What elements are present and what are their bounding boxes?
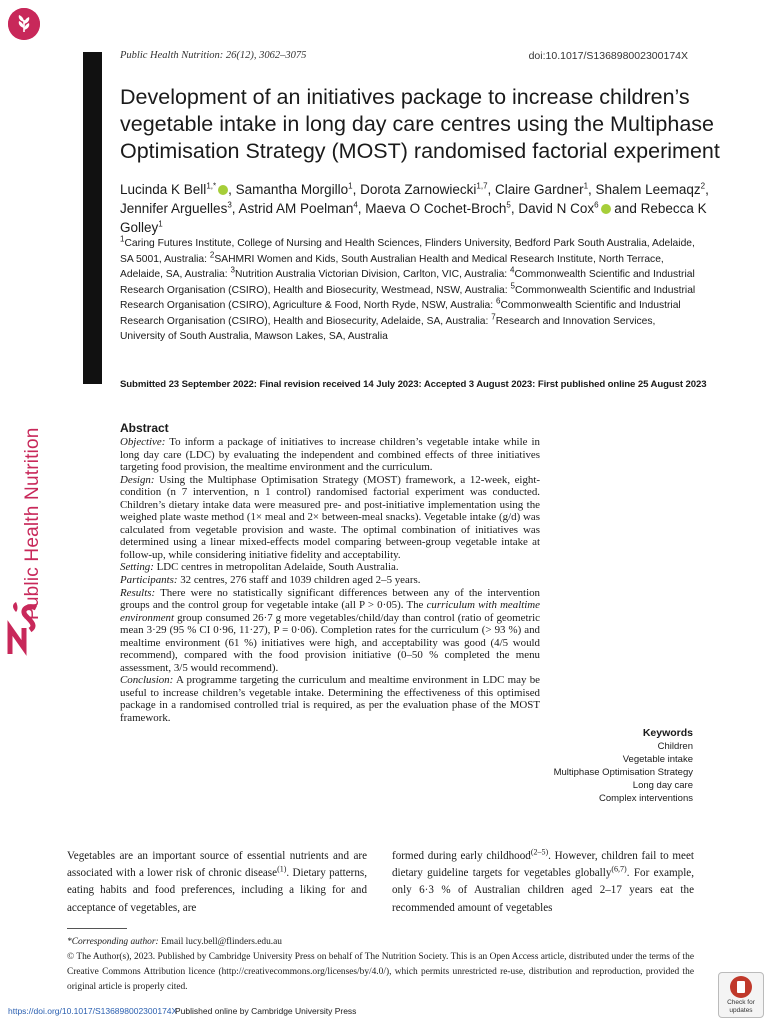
affiliations: $^1$Caring Futures Institute, College of Nursing and Health Sciences, Flinders University, Bedford Park South Australia, Adelaide, SA 5001, Australia: $^2$SAHMRI Women and Kids, South Australian Health and Medical Research Institute, North Terrace, Adelaide, SA, Australia: $^3$Nutrition Australia Victorian Division, Carlton, VIC, Australia: $^4$Commonwealth Scientific and Industrial Research Organisation (CSIRO), Health and Biosecurity, Westmead, NSW, Australia: $^5$Commonwealth Scientific and Industrial Research Organisation (CSIRO), Agriculture & Food, North Ryde, NSW, Australia: $^6$Commonwealth Scientific and Industrial Research Organisation (CSIRO), Health and Biosecurity, Adelaide, SA, Australia: $^7$Research and Innovation Services, University of South Australia, Mawson Lakes, SA, Australia <box>120 234 696 342</box>
keyword-item: Children <box>657 741 693 752</box>
abstract-body: Objective: To inform a package of initiatives to increase children’s vegetable intake while in long day care (LDC) by evaluating the independent and combined effects of three initiatives targeting food provision, the mealtime environment and the curriculum. Design: Using the Multiphase Optimisation Strategy (MOST) framework, a 12-week, eight-condition (n 7 intervention, n 1 control) randomised factorial experiment was conducted. Children’s dietary intake data were measured pre- and post-initiative implementation using the weighed plate waste method (1× meal and 2× between-meal snacks). Vegetable intake (g/d) was calculated from vegetable provision and waste. The optimal combination of initiatives was determined using a linear mixed-effects model comparing between-group vegetable intake at follow-up, while considering initiative fidelity and acceptability. Setting: LDC centres in metropolitan Adelaide, South Australia. Participants: 32 centres, 276 staff and 1039 children aged 2–5 years. Results: There were no statistically significant differences between any of the intervention groups and the control group for vegetable intake (all P > 0·05). The curriculum with mealtime environment group consumed 26·7 g more vegetables/child/day than control (ratio of geometric mean 3·29 (95 % CI 0·96, 11·27), P = 0·06). Completion rates for the curriculum (> 93 %) and mealtime environment (61 %) initiatives were high, and acceptability was good (4/5 would recommend), compared with the food provision initiative (0–50 % completed the menu assessment, 3/5 would recommend). Conclusion: A programme targeting the curriculum and mealtime environment in LDC may be useful to increase children’s vegetable intake. Determining the effectiveness of this optimised package in a randomised controlled trial is required, as per the evaluation phase of the MOST framework. <box>120 436 540 725</box>
submission-dates: Submitted 23 September 2022: Final revision received 14 July 2023: Accepted 3 August 2023: First published online 25 August 2023 <box>120 379 707 390</box>
author-list: Lucinda K Bell$^{1,*}$ , Samantha Morgillo$^1$, Dorota Zarnowiecki$^{1,7}$, Claire Gardner$^1$, Shalem Leemaqz$^2$, Jennifer Arguelles$^3$, Astrid AM Poelman$^4$, Maeva O Cochet-Broch$^5$, David N Cox$^6$ and Rebecca K Golley$^1$ <box>120 181 709 235</box>
keywords-heading: Keywords <box>642 727 693 739</box>
ns-logo-icon <box>6 598 40 656</box>
keyword-item: Vegetable intake <box>622 754 693 765</box>
orcid-icon[interactable] <box>601 204 611 214</box>
journal-citation: Public Health Nutrition: 26(12), 3062–3075 <box>120 50 307 61</box>
footnotes <box>67 935 694 995</box>
license-text: © The Author(s), 2023. Published by Cambridge University Press on behalf of The Nutrition Society. This is an Open Access article, distributed under the terms of the Creative Commons Attribution licence (http://creativecommons.org/licenses/by/4.0/), which permits unrestricted re-use, distribution and reproduction, provided the original article is properly cited. <box>67 952 694 992</box>
published-by: Published online by Cambridge University Press <box>175 1006 357 1016</box>
bookmark-icon <box>730 976 752 998</box>
corresponding-author-email[interactable]: Email lucy.bell@flinders.edu.au <box>158 937 282 947</box>
corresponding-author-label: *Corresponding author: <box>67 937 159 947</box>
article-doi: doi:10.1017/S136898002300174X <box>528 50 688 62</box>
body-column-right: formed during early childhood$^{(2-5)}$. However, children fail to meet dietary guideline targets for vegetables globally$^{(6,7)}$. For example, only 6·3 % of Australian children aged 2–17 years eat the recommended amount of vegetables <box>392 847 694 914</box>
body-column-left: Vegetables are an important source of essential nutrients and are associated with a lower risk of chronic disease$^{(1)}$. Dietary patterns, eating habits and food preferences, including a liking for and acceptance of vegetables, are <box>67 850 367 914</box>
check-for-updates-button[interactable]: Check for updates <box>718 972 764 1018</box>
keyword-item: Long day care <box>632 780 693 791</box>
journal-side-name: Public Health Nutrition <box>22 427 43 620</box>
abstract-heading: Abstract <box>120 421 169 435</box>
section-marker-bar <box>83 52 102 384</box>
keywords <box>493 727 693 805</box>
keyword-item: Multiphase Optimisation Strategy <box>553 767 693 778</box>
journal-logo-icon <box>8 8 40 40</box>
orcid-icon[interactable] <box>218 185 228 195</box>
footnote-rule <box>67 928 127 929</box>
doi-link[interactable]: https://doi.org/10.1017/S136898002300174X <box>8 1006 178 1016</box>
article-title: Development of an initiatives package to increase children’s vegetable intake in long day care centres using the Multiphase Optimisation Strategy (MOST) randomised factorial experiment <box>120 85 720 163</box>
keyword-item: Complex interventions <box>599 793 693 804</box>
